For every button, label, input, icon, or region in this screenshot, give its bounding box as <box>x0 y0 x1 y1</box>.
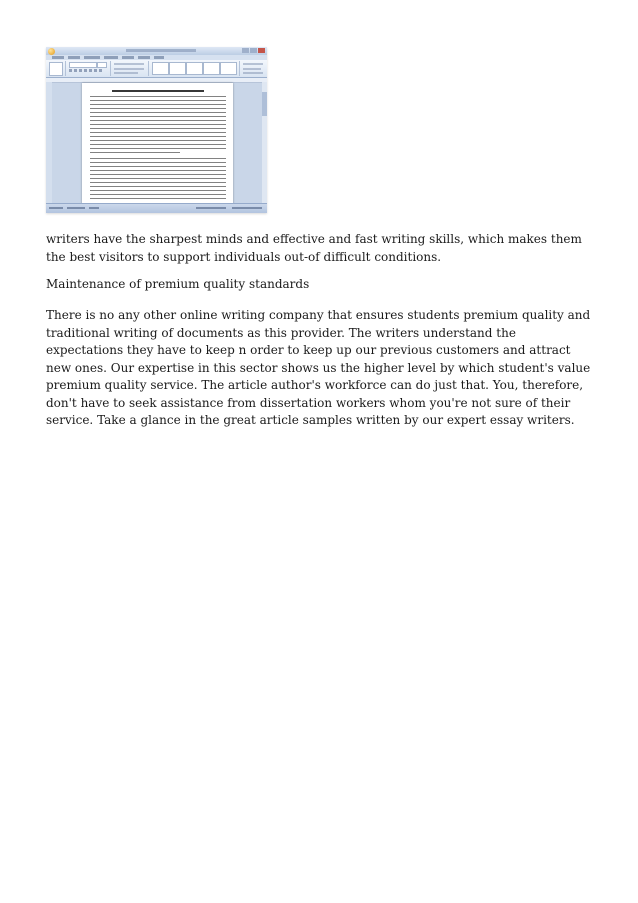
screenshot-status-bar <box>46 203 267 213</box>
office-orb-icon <box>48 48 55 55</box>
screenshot-ribbon <box>46 60 267 78</box>
section-heading: Maintenance of premium quality standards <box>46 277 310 291</box>
screenshot-document-page <box>82 83 233 204</box>
maximize-icon <box>250 48 257 53</box>
minimize-icon <box>242 48 249 53</box>
close-icon <box>258 48 265 53</box>
body-paragraph-2: There is no any other online writing company that ensures students premium quality and traditional writing of documents as this provider. The writers understand the expectations they have to keep n order to keep up our previous customers and attract new ones. Our expertise in this sector shows us the higher level by which student's value premium quality service. The article author's workforce can do just that. You, therefore, don't have to seek assistance from dissertation workers whom you're not sure of their service. Take a glance in the great article samples written by our expert essay writers. <box>46 308 591 427</box>
embedded-word-processor-screenshot <box>46 47 267 213</box>
body-paragraph-1: writers have the sharpest minds and effective and fast writing skills, which makes them the best visitors to support individuals out-of difficult conditions. <box>46 232 582 264</box>
